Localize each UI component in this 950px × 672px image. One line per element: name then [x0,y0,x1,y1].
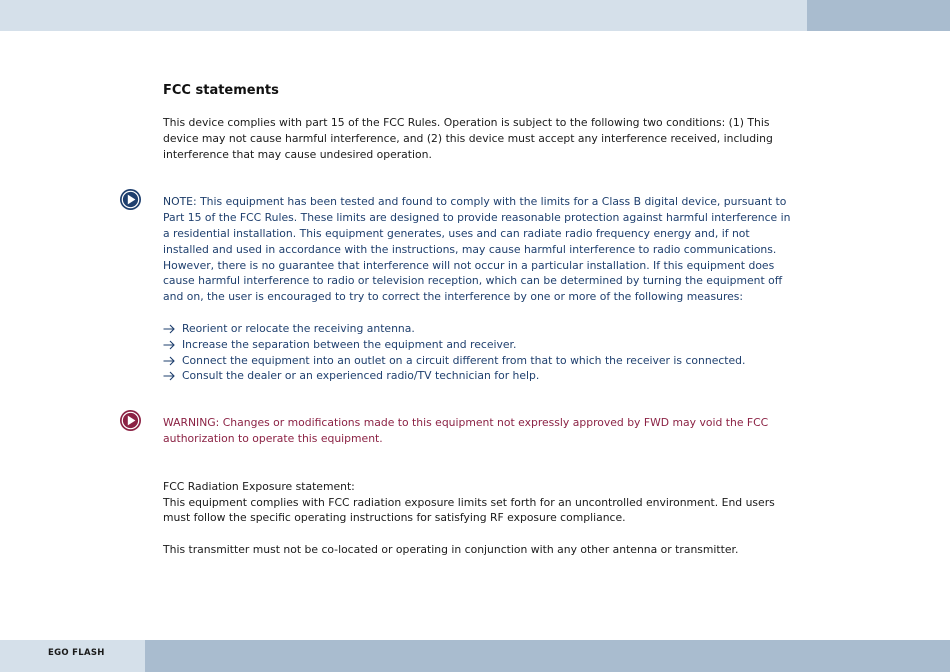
radiation-block [163,479,793,526]
measure-text: Increase the separation between the equipment and receiver. [182,337,517,351]
warning-label: WARNING: [163,416,220,430]
note-block [163,194,793,305]
note-text: This equipment has been tested and found to comply with the limits for a Class B digital device, pursuant to Part 15 of the FCC Rules. These limits are designed to provide reasonable protection against harmful interference in a residential installation. This equipment generates, uses and can radiate radio frequency energy and, if not installed and used in accordance with the instructions, may cause harmful interference to radio communications. However, there is no guarantee that interference will not occur in a particular installation. If this equipment does cause harmful interference to radio or television reception, which can be determined by turning the equipment off and on, the user is encouraged to try to correct the interference by one or more of the following measures: [163,195,791,304]
measures-list [163,321,793,384]
warning-play-icon [120,410,141,431]
arrow-right-icon [163,324,175,334]
list-item [163,321,793,337]
note-play-icon [120,189,141,210]
warning-text: Changes or modifications made to this equipment not expressly approved by FWD may void the FCC authorization to operate this equipment. [163,416,769,445]
transmitter-paragraph: This transmitter must not be co-located or operating in conjunction with any other antenna or transmitter. [163,542,739,556]
header-bar-accent [807,0,950,31]
footer-product-name: EGO FLASH [48,648,105,658]
warning-block [163,415,793,447]
list-item [163,353,793,369]
arrow-right-icon [163,356,175,366]
fcc-content [163,82,793,558]
list-item [163,337,793,353]
radiation-heading: FCC Radiation Exposure statement: [163,479,355,493]
header-bar [0,0,807,31]
measure-text: Consult the dealer or an experienced radio/TV technician for help. [182,369,540,383]
arrow-right-icon [163,371,175,381]
intro-paragraph: This device complies with part 15 of the FCC Rules. Operation is subject to the following two conditions: (1) This device may not cause harmful interference, and (2) this device must accept any interference received, including interference that may cause undesired operation. [163,116,773,161]
measure-text: Reorient or relocate the receiving antenna. [182,321,415,335]
radiation-text: This equipment complies with FCC radiation exposure limits set forth for an uncontrolled environment. End users must follow the specific operating instructions for satisfying RF exposure compliance. [163,495,775,525]
measure-text: Connect the equipment into an outlet on a circuit different from that to which the receiver is connected. [182,353,746,367]
arrow-right-icon [163,340,175,350]
list-item [163,368,793,384]
section-title: FCC statements [163,83,279,98]
footer-bar-accent [145,640,950,672]
note-label: NOTE: [163,195,197,209]
